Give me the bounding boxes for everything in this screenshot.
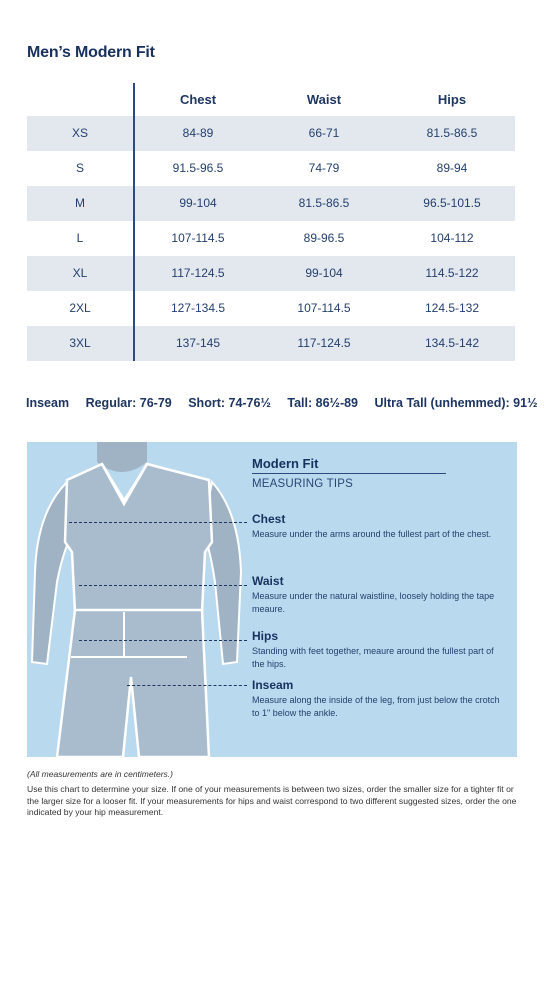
inseam-ultra-tall: Ultra Tall (unhemmed): 91½	[374, 396, 538, 410]
waist-cell: 99-104	[305, 266, 343, 280]
tip-hips-desc: Standing with feet together, meaure around the fullest part of the hips.	[252, 646, 494, 669]
chest-cell: 91.5-96.5	[172, 161, 224, 175]
table-row	[27, 291, 515, 326]
measuring-tips-panel	[27, 442, 517, 757]
hips-cell: 81.5-86.5	[426, 126, 478, 140]
hips-cell: 134.5-142	[424, 336, 480, 350]
size-cell: XS	[71, 126, 89, 140]
hips-cell: 124.5-132	[424, 301, 480, 315]
tip-waist-desc: Measure under the natural waistline, loosely holding the tape meaure.	[252, 591, 495, 614]
hips-cell: 96.5-101.5	[423, 196, 481, 210]
header-chest: Chest	[179, 92, 217, 107]
hips-cell: 89-94	[436, 161, 468, 175]
size-cell: 2XL	[69, 301, 91, 315]
waist-cell: 117-124.5	[297, 336, 351, 350]
header-waist: Waist	[306, 92, 342, 107]
tip-waist-name: Waist	[252, 574, 284, 588]
measurement-note: (All measurements are in centimeters.)	[27, 769, 173, 779]
tip-chest-name: Chest	[252, 512, 286, 526]
tip-inseam-desc: Measure along the inside of the leg, from just below the crotch to 1" below the ankle.	[252, 695, 500, 718]
table-row	[27, 151, 515, 186]
tips-heading: Modern Fit	[252, 456, 319, 471]
table-row	[27, 326, 515, 361]
sizing-instructions: Use this chart to determine your size. If one of your measurements is between two sizes, order the smaller size for a tighter fit or the larger size for a looser fit. If your measurements for hips and waist correspond to two different suggested sizes, order the one indicated by your hip measurement.	[27, 784, 517, 817]
body-figure-illustration	[27, 442, 257, 757]
inseam-line	[26, 396, 544, 410]
inseam-dash-line	[127, 685, 247, 686]
tips-subheading: MEASURING TIPS	[252, 478, 353, 490]
page-title: Men’s Modern Fit	[27, 44, 155, 61]
waist-cell: 81.5-86.5	[298, 196, 350, 210]
table-row	[27, 256, 515, 291]
chest-cell: 137-145	[175, 336, 221, 350]
chest-cell: 99-104	[179, 196, 217, 210]
inseam-label: Inseam	[26, 396, 70, 410]
chest-cell: 84-89	[182, 126, 214, 140]
tip-chest-desc: Measure under the arms around the fullest part of the chest.	[252, 529, 492, 539]
tip-hips	[252, 629, 502, 671]
table-row	[27, 221, 515, 256]
table-header	[27, 88, 515, 114]
size-cell: L	[76, 231, 84, 245]
tip-waist	[252, 574, 502, 616]
table-divider	[133, 83, 135, 361]
waist-cell: 89-96.5	[303, 231, 345, 245]
hips-cell: 114.5-122	[425, 266, 479, 280]
waist-cell: 74-79	[308, 161, 340, 175]
waist-cell: 107-114.5	[297, 301, 351, 315]
waist-dash-line	[79, 585, 247, 586]
tips-heading-block	[252, 456, 446, 490]
hips-dash-line	[79, 640, 247, 641]
inseam-short: Short: 74-76½	[188, 396, 271, 410]
table-row	[27, 116, 515, 151]
tip-hips-name: Hips	[252, 629, 279, 643]
chest-cell: 117-124.5	[171, 266, 225, 280]
chest-dash-line	[69, 522, 247, 523]
tip-inseam-name: Inseam	[252, 678, 294, 692]
tip-chest	[252, 512, 502, 541]
chest-cell: 127-134.5	[170, 301, 226, 315]
size-cell: S	[75, 161, 85, 175]
waist-cell: 66-71	[308, 126, 340, 140]
hips-cell: 104-112	[430, 231, 474, 245]
tip-inseam	[252, 678, 502, 720]
chest-cell: 107-114.5	[171, 231, 225, 245]
inseam-tall: Tall: 86½-89	[287, 396, 359, 410]
inseam-regular: Regular: 76-79	[85, 396, 172, 410]
size-cell: 3XL	[69, 336, 91, 350]
table-row	[27, 186, 515, 221]
header-hips: Hips	[437, 92, 467, 107]
size-cell: XL	[72, 266, 88, 280]
size-cell: M	[75, 196, 85, 210]
heading-rule	[252, 473, 446, 474]
